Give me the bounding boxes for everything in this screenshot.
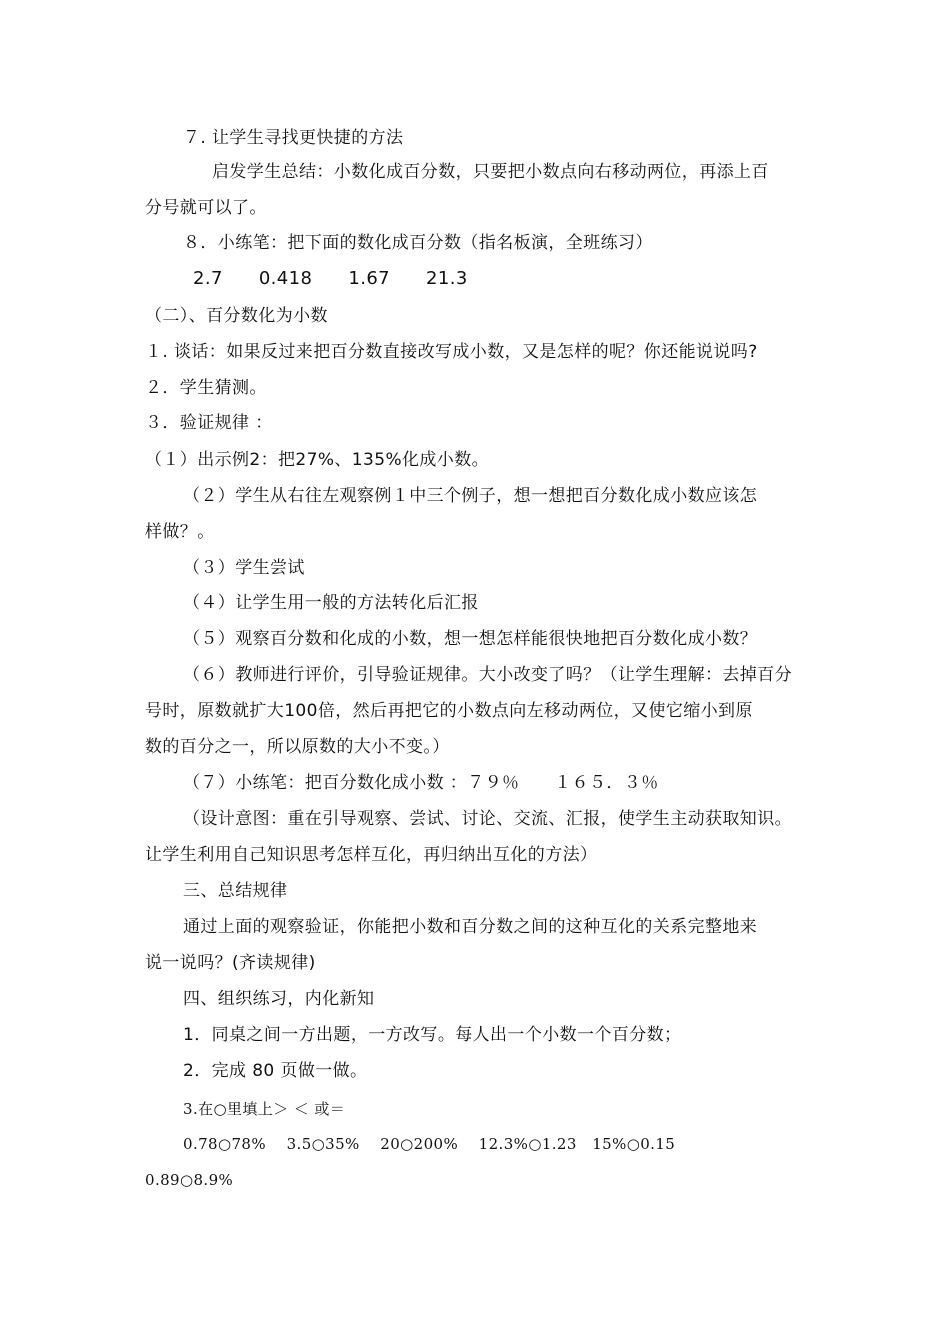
summary-line-2: 分号就可以了。: [145, 198, 267, 218]
sub-item-6-line-1: （６）教师进行评价，引导验证规律。大小改变了吗？（让学生理解：去掉百分: [183, 665, 792, 685]
number-2: 0.418: [258, 268, 313, 289]
sub-item-3: （３）学生尝试: [183, 558, 305, 578]
summary-line-1: 启发学生总结：小数化成百分数，只要把小数点向右移动两位，再添上百: [212, 162, 769, 182]
sub-item-2-line-2: 样做？。: [145, 522, 215, 542]
sub-item-7: （７）小练笔：把百分数化成小数 ：７９％ １６５．３％: [183, 773, 659, 793]
section-2-heading: （二）、百分数化为小数: [145, 306, 328, 326]
section-3-line-2: 说一说吗？(齐读规律): [145, 953, 316, 973]
section-4-heading: 四、组织练习，内化新知: [183, 989, 375, 1009]
exercise-2: 2．完成 80 页做一做。: [183, 1061, 368, 1081]
practice-numbers: [193, 267, 504, 291]
sub-item-6-line-2: 号时，原数就扩大100倍，然后再把它的小数点向左移动两位，又使它缩小到原: [145, 701, 753, 721]
step-7: ７. 让学生寻找更快捷的方法: [183, 128, 404, 148]
number-4: 21.3: [426, 268, 468, 289]
comparison-row-1: 0.78○78% 3.5○35% 20○200% 12.3%○1.23 15%○0.15: [183, 1135, 676, 1153]
sub-item-6-line-3: 数的百分之一，所以原数的大小不变。）: [145, 737, 450, 757]
comparison-row-2: 0.89○8.9%: [145, 1171, 234, 1189]
number-1: 2.7: [193, 268, 223, 289]
sub-item-2-line-1: （２）学生从右往左观察例１中三个例子，想一想把百分数化成小数应该怎: [183, 486, 758, 506]
step-8: ８．小练笔：把下面的数化成百分数（指名板演，全班练习）: [183, 233, 653, 253]
sub-item-1: （１）出示例2：把27%、135%化成小数。: [145, 450, 490, 470]
sub-item-4: （４）让学生用一般的方法转化后汇报: [183, 593, 479, 613]
design-intent-line-1: （设计意图：重在引导观察、尝试、讨论、交流、汇报，使学生主动获取知识。: [183, 809, 792, 829]
item-3: ３．验证规律 ：: [145, 413, 273, 433]
section-3-line-1: 通过上面的观察验证，你能把小数和百分数之间的这种互化的关系完整地来: [183, 917, 758, 937]
number-3: 1.67: [348, 268, 391, 289]
sub-item-5: （５）观察百分数和化成的小数，想一想怎样能很快地把百分数化成小数？: [183, 629, 758, 649]
item-2: ２．学生猜测。: [145, 378, 267, 398]
exercise-3: 3.在○里填上＞ ＜ 或＝: [183, 1100, 346, 1118]
section-3-heading: 三、总结规律: [183, 881, 288, 901]
exercise-1: 1．同桌之间一方出题，一方改写。每人出一个小数一个百分数；: [183, 1025, 682, 1045]
item-1: １. 谈话：如果反过来把百分数直接改写成小数，又是怎样的呢？你还能说说吗?: [145, 342, 758, 362]
design-intent-line-2: 让学生利用自己知识思考怎样互化，再归纳出互化的方法）: [145, 845, 598, 865]
